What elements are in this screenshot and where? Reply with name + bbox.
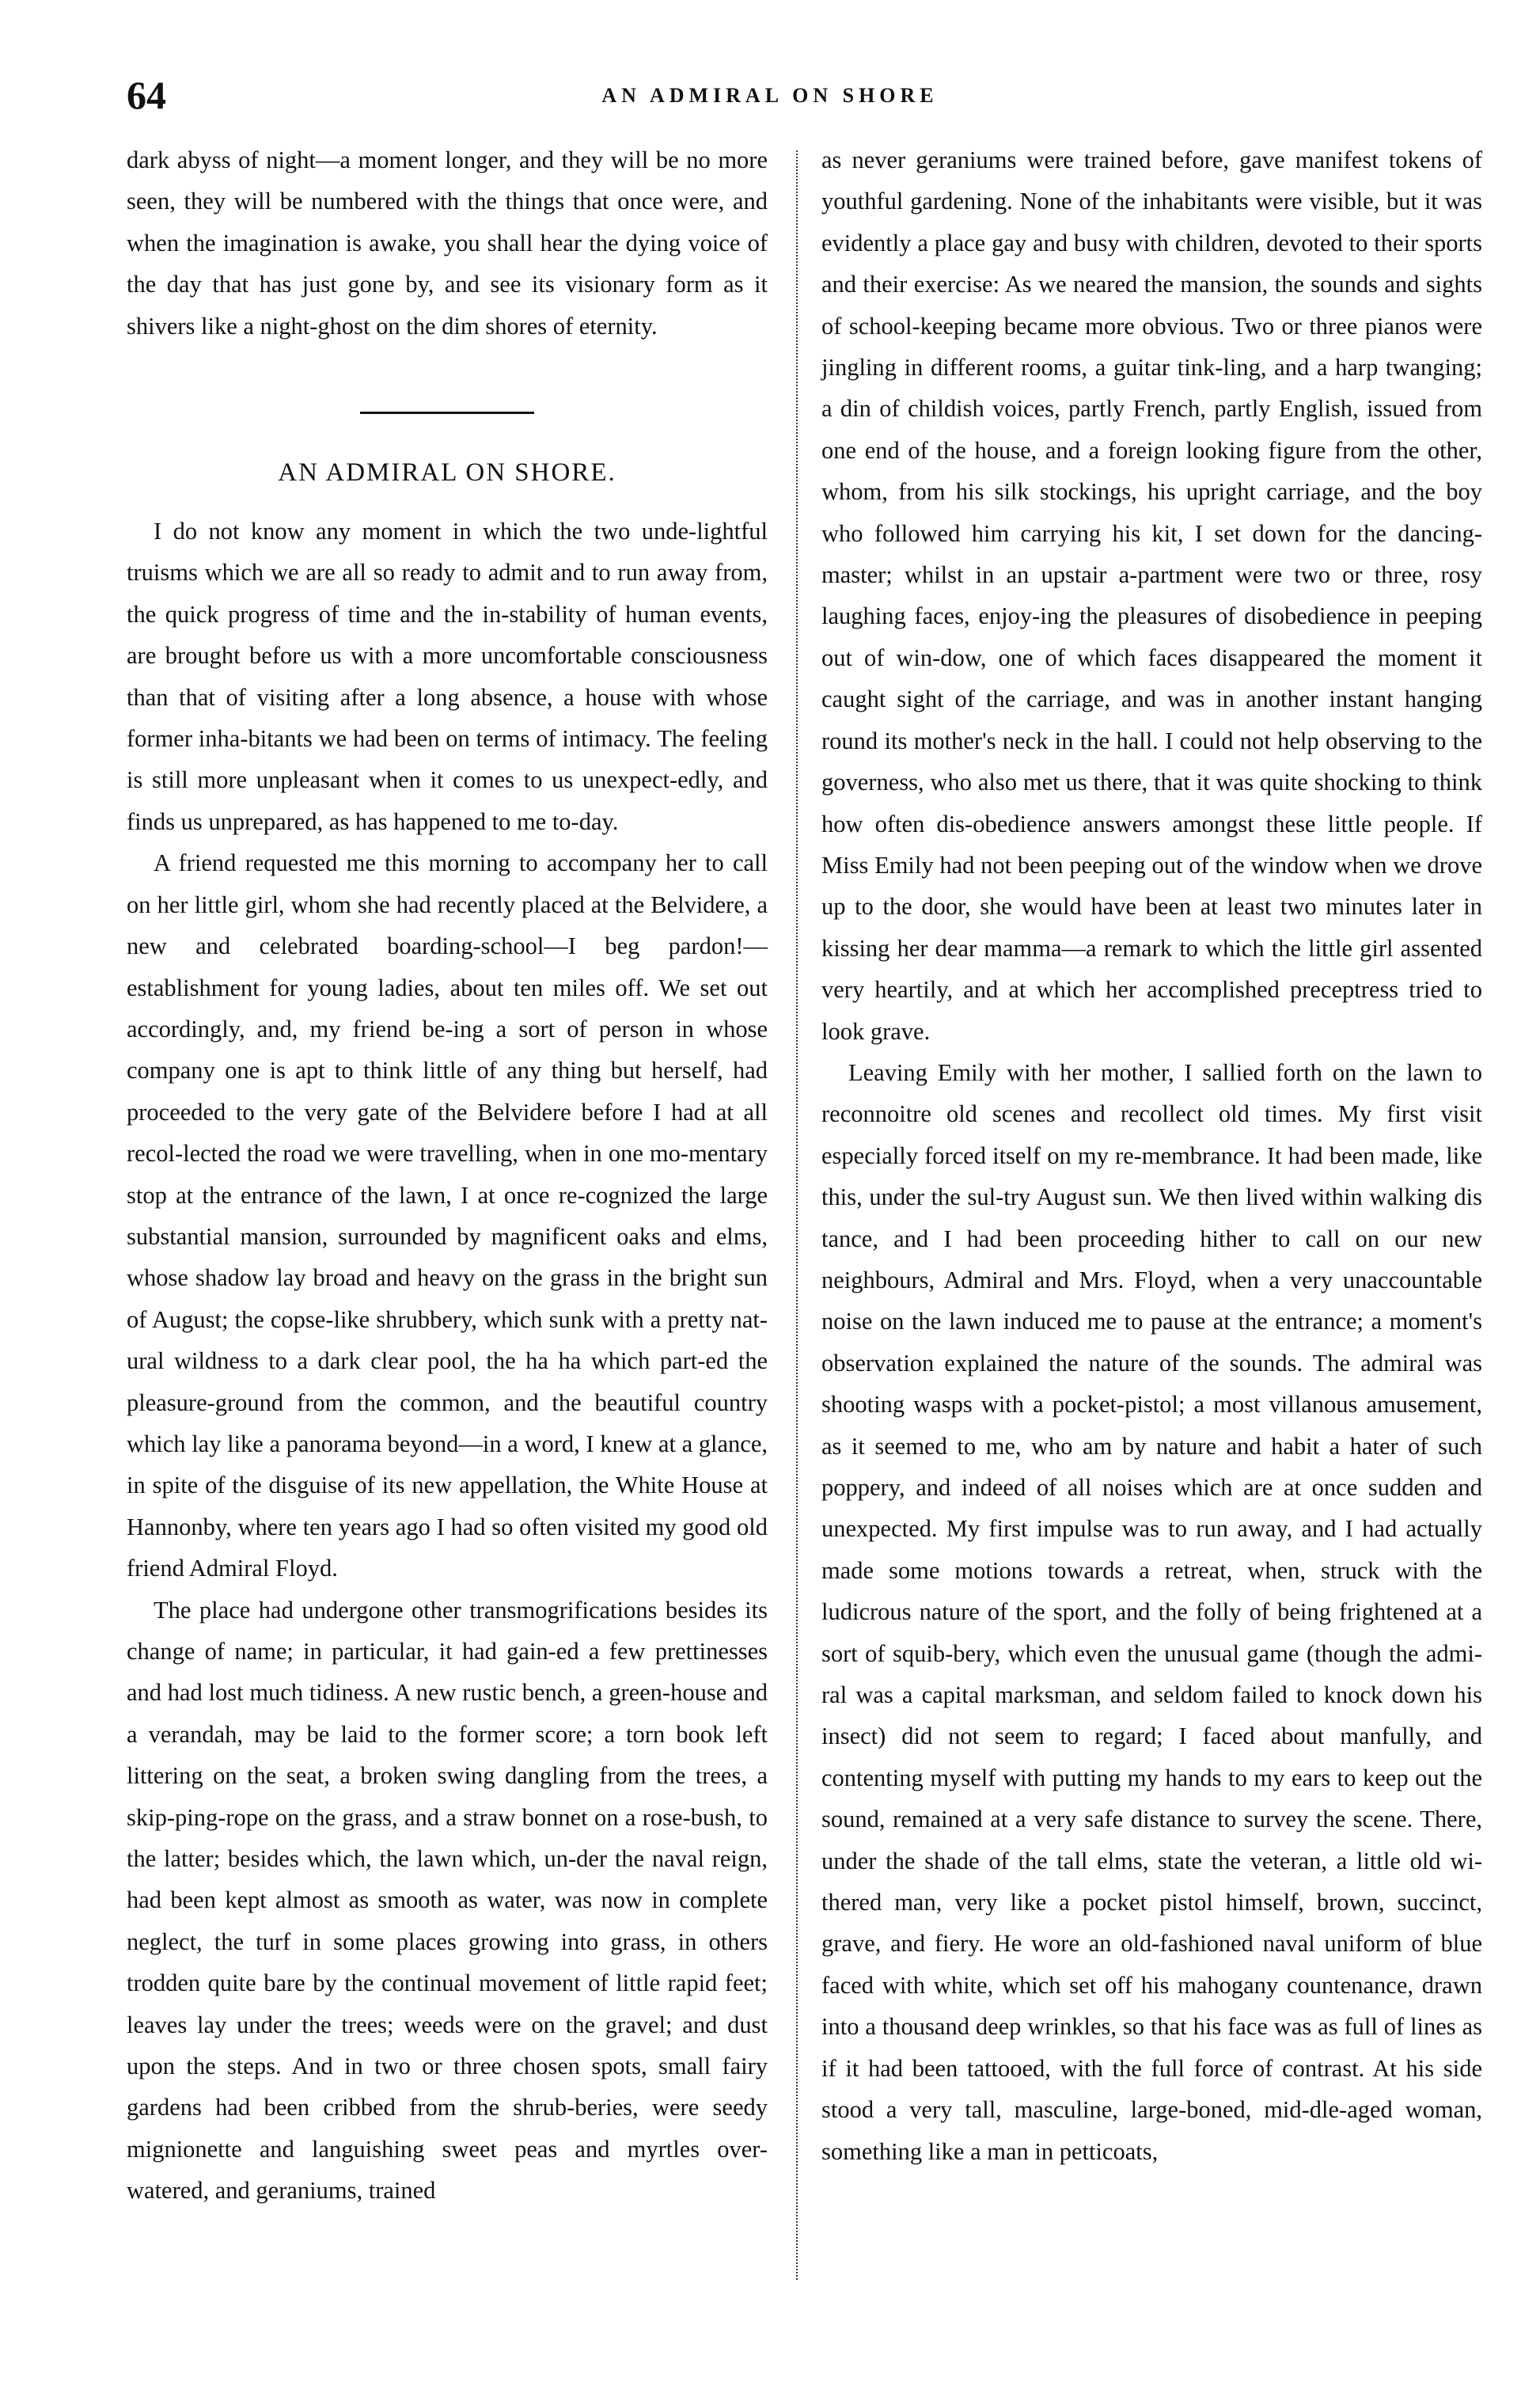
right-column xyxy=(821,139,1482,2172)
article-title: AN ADMIRAL ON SHORE. xyxy=(278,458,616,488)
running-head: AN ADMIRAL ON SHORE xyxy=(601,84,939,107)
continuation-paragraph: dark abyss of night—a moment longer, and they will be no more seen, they will be numbered with the things that once were, and when the imagination is awake, you shall hear the dying voice of the day that has just gone by, and see its visionary form as it shivers like a night-ghost on the dim shores of eternity. xyxy=(127,146,768,340)
paragraph: Leaving Emily with her mother, I sallied forth on the lawn to reconnoitre old scenes and recollect old times. My first visit especially forced itself on my re-membrance. It had been made, like this, under the sul-try August sun. We then lived within walking dis tance, and I had been proceeding hither to call on our new neighbours, Admiral and Mrs. Floyd, when a very unaccountable noise on the lawn induced me to pause at the entrance; a moment's observation explained the nature of the sounds. The admiral was shooting wasps with a pocket-pistol; a most villanous amusement, as it seemed to me, who am by nature and habit a hater of such poppery, and indeed of all noises which are at once sudden and unexpected. My first impulse was to run away, and I had actually made some motions towards a retreat, when, struck with the ludicrous nature of the sport, and the folly of being frightened at a sort of squib-bery, which even the unusual game (though the admi-ral was a capital marksman, and seldom failed to knock down his insect) did not seem to regard; I faced about manfully, and contenting myself with putting my hands to my ears to keep out the sound, remained at a very safe distance to survey the scene. There, under the shade of the tall elms, state the veteran, a little old wi-thered man, very like a pocket pistol himself, brown, succinct, grave, and fiery. He wore an old-fashioned naval uniform of blue faced with white, which set off his mahogany countenance, drawn into a thousand deep wrinkles, so that his face was as full of lines as if it had been tattooed, with the full force of contrast. At his side stood a very tall, masculine, large-boned, mid-dle-aged woman, something like a man in petticoats, xyxy=(821,1058,1482,2165)
section-divider-rule xyxy=(360,412,534,414)
paragraph: as never geraniums were trained before, gave manifest tokens of youthful gardening. None of the inhabitants were visible, but it was evidently a place gay and busy with children, devoted to their sports and their exercise: As we neared the mansion, the sounds and sights of school-keeping became more obvious. Two or three pianos were jingling in different rooms, a guitar tink-ling, and a harp twanging; a din of childish voices, partly French, partly English, issued from one end of the house, and a foreign looking figure from the other, whom, from his silk stockings, his upright carriage, and the boy who followed him carrying his kit, I set down for the dancing-master; whilst in an upstair a-partment were two or three, rosy laughing faces, enjoy-ing the pleasures of disobedience in peeping out of win-dow, one of which faces disappeared the moment it caught sight of the carriage, and was in another instant hanging round its mother's neck in the hall. I could not help observing to the governess, who also met us there, that it was quite shocking to think how often dis-obedience answers amongst these little people. If Miss Emily had not been peeping out of the window when we drove up to the door, she would have been at least two minutes later in kissing her dear mamma—a remark to which the little girl assented very heartily, and at which her accomplished preceptress tried to look grave. xyxy=(821,146,1482,1045)
paragraph: I do not know any moment in which the two unde-lightful truisms which we are all so ready to admit and to run away from, the quick progress of time and the in-stability of human events, are brought before us with a more uncomfortable consciousness than that of visiting after a long absence, a house with whose former inha-bitants we had been on terms of intimacy. The feeling is still more unpleasant when it comes to us unexpect-edly, and finds us unprepared, as has happened to me to-day. xyxy=(127,518,768,835)
paragraph: A friend requested me this morning to accompany her to call on her little girl, whom she had recently placed at the Belvidere, a new and celebrated boarding-school—I beg pardon!—establishment for young ladies, about ten miles off. We set out accordingly, and, my friend be-ing a sort of person in whose company one is apt to think little of any thing but herself, had proceeded to the very gate of the Belvidere before I had at all recol-lected the road we were travelling, when in one mo-mentary stop at the entrance of the lawn, I at once re-cognized the large substantial mansion, surrounded by magnificent oaks and elms, whose shadow lay broad and heavy on the grass in the bright sun of August; the copse-like shrubbery, which sunk with a pretty nat-ural wildness to a dark clear pool, the ha ha which part-ed the pleasure-ground from the common, and the beautiful country which lay like a panorama beyond—in a word, I knew at a glance, in spite of the disguise of its new appellation, the White House at Hannonby, where ten years ago I had so often visited my good old friend Admiral Floyd. xyxy=(127,849,768,1582)
left-column xyxy=(127,139,768,2212)
column-divider xyxy=(796,150,798,2280)
page-number: 64 xyxy=(127,73,166,117)
paragraph: The place had undergone other transmogrifications besides its change of name; in particular, it had gain-ed a few prettinesses and had lost much tidiness. A new rustic bench, a green-house and a verandah, may be laid to the former score; a torn book left littering on the seat, a broken swing dangling from the trees, a skip-ping-rope on the grass, and a straw bonnet on a rose-bush, to the latter; besides which, the lawn which, un-der the naval reign, had been kept almost as smooth as water, was now in complete neglect, the turf in some places growing into grass, in others trodden quite bare by the continual movement of little rapid feet; leaves lay under the trees; weeds were on the gravel; and dust upon the steps. And in two or three chosen spots, small fairy gardens had been cribbed from the shrub-beries, were seedy mignionette and languishing sweet peas and myrtles over-watered, and geraniums, trained xyxy=(127,1596,768,2205)
